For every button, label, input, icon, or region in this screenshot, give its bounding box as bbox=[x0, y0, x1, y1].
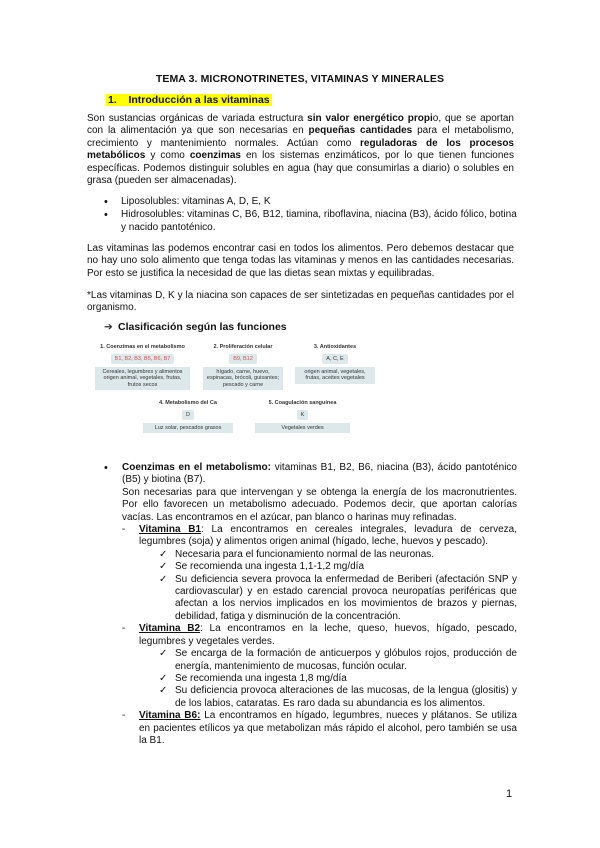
classification-diagram bbox=[95, 342, 415, 442]
intro-paragraph bbox=[87, 113, 514, 187]
class-coenzimas bbox=[95, 344, 190, 390]
class-title: 2. Proliferación celular bbox=[213, 344, 273, 350]
class-title: 4. Metabolismo del Ca bbox=[159, 400, 217, 406]
class-title: 5. Coagulación sanguínea bbox=[268, 400, 337, 406]
coenzimas-label: Coenzimas en el metabolismo: bbox=[122, 462, 271, 473]
vitamin-b2-item bbox=[87, 623, 517, 648]
section-number: 1. bbox=[108, 94, 117, 106]
class-foods: Vegetales verdes bbox=[255, 423, 350, 434]
list-item: • Liposolubles: vitaminas A, D, E, K bbox=[87, 196, 517, 208]
class-title: 1. Coenzimas en el metabolismo bbox=[100, 344, 185, 350]
synthesis-note: *Las vitaminas D, K y la niacina son capaces de ser sintetizadas en pequeñas cantidades por el organismo. bbox=[87, 290, 514, 314]
vitamin-b6-text: La encontramos en hígado, legumbres, nueces y plátanos. Se utiliza en pacientes etílicos ya que metabolizan más rápido el alcohol, pero también se usa la B1. bbox=[139, 710, 517, 746]
section-label: Introducción a las vitaminas bbox=[128, 94, 270, 106]
intro-bold-1: sin valor energético propi bbox=[307, 113, 433, 124]
class-antioxidantes bbox=[295, 344, 375, 384]
class-vitamins: B9, B12 bbox=[229, 354, 257, 364]
class-vitamins: B1, B2, B3, B5, B6, B7 bbox=[111, 354, 175, 364]
vitamin-b1-item bbox=[87, 524, 517, 549]
intro-text-2: o, que se aportan con la alimentación ya que son necesarias en bbox=[87, 113, 514, 137]
page-number: 1 bbox=[506, 788, 513, 800]
intro-text-3: para el metabolismo, crecimiento y mantenimiento normales. Actúan como bbox=[87, 125, 514, 149]
check-item: ✓ Su deficiencia provoca alteraciones de las mucosas, de la lengua (glositis) y de los labios, cataratas. Es raro dada su abundancia es los alimentos. bbox=[87, 685, 517, 710]
document-title: TEMA 3. MICRONOTRINETES, VITAMINAS Y MINERALES bbox=[155, 73, 445, 85]
vitamin-b2-text: : La encontramos en la leche, queso, huevos, hígado, pescado, legumbres y vegetales verdes. bbox=[139, 623, 517, 647]
vitamin-b1-text: : La encontramos en cereales integrales, levadura de cerveza, legumbres (soja) y alimentos origen animal (hígado, leche, huevos y pescado). bbox=[139, 524, 517, 548]
vitamin-b6-item bbox=[87, 710, 517, 747]
list-item: • Hidrosolubles: vitaminas C, B6, B12, tiamina, riboflavina, niacina (B3), ácido fólico, botina y nacido pantoténico. bbox=[87, 209, 517, 234]
class-proliferacion bbox=[203, 344, 283, 390]
intro-text-4: y como bbox=[145, 150, 190, 162]
intro-bold-4: coenzimas bbox=[189, 150, 241, 162]
class-vitamins: K bbox=[297, 410, 309, 420]
class-vitamins: A, C, E bbox=[322, 354, 347, 364]
intro-bold-3: reguladoras de los procesos metabólicos bbox=[87, 137, 514, 162]
foods-paragraph: Las vitaminas las podemos encontrar casi en todos los alimentos. Pero debemos destacar que no hay uno solo alimento que tenga todas las vitaminas y menos en las cantidades necesarias. Por esto se justifica la necesidad de que las dietas sean mixtas y equilibradas. bbox=[87, 243, 514, 279]
check-item: ✓ Su deficiencia severa provoca la enfermedad de Beriberi (afectación SNP y cardiovascular) y en estado carencial provoca neuropatías periféricas que afectan a los nervios implicados en los movimientos de brazos y piernas, debilidad, fatiga y disminución de la concentración. bbox=[87, 574, 517, 624]
classification-heading-text: Clasificación según las funciones bbox=[118, 321, 287, 333]
class-foods: origen animal, vegetales, frutas, aceites vegetales bbox=[295, 367, 375, 384]
classification-heading bbox=[104, 321, 287, 333]
class-vitamins: D bbox=[182, 410, 194, 420]
vitamin-types-list bbox=[87, 196, 517, 235]
check-item: ✓ Necesaria para el funcionamiento normal de las neuronas. bbox=[87, 549, 517, 561]
vitamin-b2-label: Vitamina B2 bbox=[139, 623, 201, 635]
coenzimas-text: vitaminas B1, B2, B6, niacina (B3), ácido pantoténico (B5) y biotina (B7). bbox=[122, 462, 517, 486]
class-metabolismo-ca bbox=[143, 400, 233, 433]
class-foods: Cereales, legumbres y alimentos origen animal, vegetales, frutas, frutos secos bbox=[95, 367, 190, 391]
vitamin-b6-label: Vitamina B6: bbox=[139, 710, 201, 722]
class-foods: Luz solar, pescados grasos bbox=[143, 423, 233, 434]
check-item: ✓ Se encarga de la formación de anticuerpos y glóbulos rojos, producción de energía, mantenimiento de mucosas, función ocular. bbox=[87, 648, 517, 673]
coenzimas-description: Son necesarias para que intervengan y se obtenga la energía de los macronutrientes. Por ello favorecen un metabolismo adecuado. Podemos decir, que aportan calorías vacías. Las encontramos en el azúcar, pan blanco o harinas muy refinadas. bbox=[122, 486, 517, 523]
class-title: 3. Antioxidantes bbox=[313, 344, 357, 350]
check-item: ✓ Se recomienda una ingesta 1,8 mg/día bbox=[87, 673, 517, 685]
coenzimas-section bbox=[87, 462, 517, 747]
section-heading bbox=[106, 94, 272, 106]
class-foods: hígado, carne, huevo, espinacas, brócoli, guisantes; pescado y carne bbox=[203, 367, 283, 391]
arrow-bullet-icon: ➔ bbox=[104, 321, 113, 333]
intro-text-1: Son sustancias orgánicas de variada estructura bbox=[87, 113, 308, 124]
intro-bold-2: pequeñas cantidades bbox=[308, 125, 413, 137]
class-coagulacion bbox=[255, 400, 350, 433]
coenzimas-item bbox=[87, 462, 517, 487]
section-heading-highlight bbox=[106, 94, 272, 106]
check-item: ✓ Se recomienda una ingesta 1,1-1,2 mg/día bbox=[87, 561, 517, 573]
intro-text-5: en los sistemas enzimáticos, por lo que tienen funciones específicas. Podemos distinguir solubles en agua (hay que consumirlas a diario) o solubles en grasa (pueden ser almacenadas). bbox=[87, 150, 514, 187]
vitamin-b1-label: Vitamina B1 bbox=[139, 524, 202, 536]
